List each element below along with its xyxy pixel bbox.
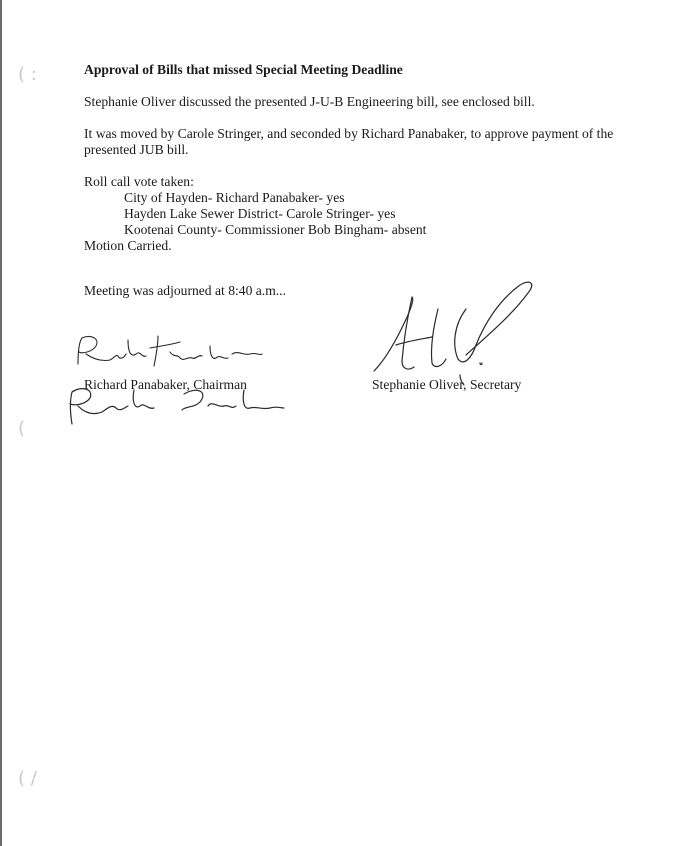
chairman-signature-label: Richard Panabaker, Chairman xyxy=(84,377,247,392)
motion-paragraph: It was moved by Carole Stringer, and seconded by Richard Panabaker, to approve payment of the presented JUB bill. xyxy=(84,126,614,157)
motion-result: Motion Carried. xyxy=(84,238,172,253)
discussion-paragraph: Stephanie Oliver discussed the presented J-U-B Engineering bill, see enclosed bill. xyxy=(84,94,535,109)
vote-item: Hayden Lake Sewer District- Carole Stringer- yes xyxy=(124,206,396,221)
secretary-signature-label: Stephanie Oliver, Secretary xyxy=(372,377,522,392)
section-heading: Approval of Bills that missed Special Meeting Deadline xyxy=(84,62,403,77)
adjournment-line: Meeting was adjourned at 8:40 a.m... xyxy=(84,283,286,298)
vote-item: City of Hayden- Richard Panabaker- yes xyxy=(124,190,345,205)
punch-hole-mark-bottom: ( / xyxy=(18,768,37,789)
roll-call-title: Roll call vote taken: xyxy=(84,174,194,189)
punch-hole-mark-top: ( : xyxy=(18,64,37,85)
punch-hole-mark-middle: ( xyxy=(18,418,26,439)
chairman-signature-upper xyxy=(70,332,270,374)
page-left-edge xyxy=(0,0,2,846)
roll-call-vote-list xyxy=(84,190,624,238)
vote-item: Kootenai County- Commissioner Bob Bingham- absent xyxy=(124,222,427,237)
minutes-body xyxy=(84,62,624,299)
secretary-signature xyxy=(368,275,543,387)
